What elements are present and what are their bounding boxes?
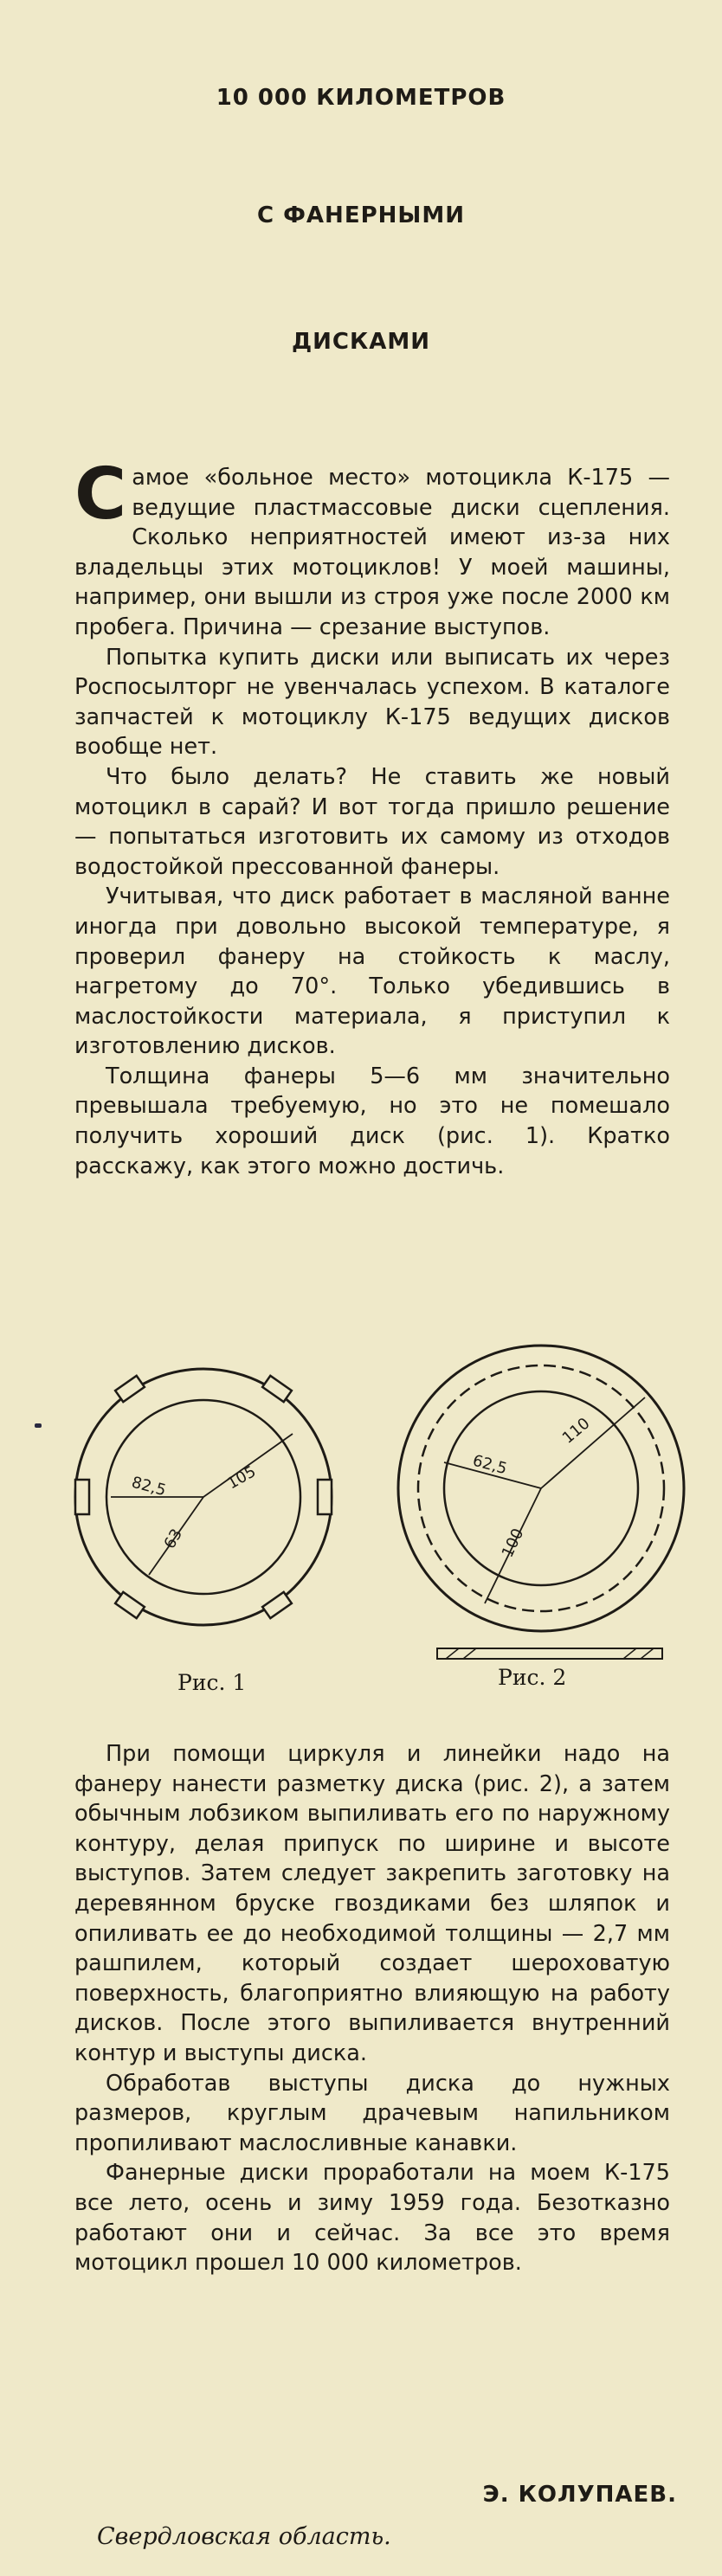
print-speck bbox=[35, 1423, 42, 1428]
article-intro bbox=[74, 453, 670, 1181]
paragraph-7: Обработав выступы диска до нужных размеров, круглым драчевым напильником пропиливают маслосливные канавки. bbox=[74, 2070, 670, 2156]
figures-drawing bbox=[52, 1337, 710, 1666]
fig2-dim-a: 110 bbox=[558, 1414, 594, 1448]
paragraph-5: Толщина фанеры 5—6 мм значительно превышала требуемую, но это не помешало получить хороший диск (рис. 1). Кратко расскажу, как этого можно достичь. bbox=[74, 1063, 670, 1179]
figure-2-caption: Рис. 2 bbox=[498, 1665, 567, 1690]
paragraph-1 bbox=[74, 453, 670, 643]
figure-1-disk bbox=[75, 1369, 332, 1625]
author-signature: Э. КОЛУПАЕВ. bbox=[482, 2482, 677, 2508]
fig2-dim-c: 100 bbox=[498, 1526, 528, 1561]
figures bbox=[52, 1337, 710, 1666]
headline-line-3: ДИСКАМИ bbox=[291, 329, 430, 355]
figure-1-caption: Рис. 1 bbox=[177, 1670, 247, 1695]
fig2-dim-b: 62,5 bbox=[470, 1451, 509, 1479]
paragraph-4: Учитывая, что диск работает в масляной ванне иногда при довольно высокой температуре, я проверил фанеру на стойкость к маслу, нагретому до 70°. Только убедившись в маслостойкости материала, я приступил к изготовлению дисков. bbox=[74, 883, 670, 1060]
headline-line-2: С ФАНЕРНЫМИ bbox=[257, 202, 465, 228]
fig1-dim-b: 82,5 bbox=[129, 1473, 168, 1500]
drop-cap: С bbox=[74, 453, 127, 536]
paragraph-8: Фанерные диски проработали на моем К-175 все лето, осень и зиму 1959 года. Безотказно работают они и сейчас. За все это время мотоцикл прошел 10 000 километров. bbox=[74, 2160, 670, 2277]
paragraph-6: При помощи циркуля и линейки надо на фанеру нанести разметку диска (рис. 2), а затем обычным лобзиком выпиливать его по наружному контуру, делая припуск по ширине и высоте выступов. Затем следует закрепить заготовку на деревянном бруске гвоздиками без шляпок и опиливать ее до необходимой толщины — 2,7 мм рашпилем, который создает шероховатую поверхность, благоприятно влияющую на работу дисков. После этого выпиливается внутренний контур и выступы диска. bbox=[74, 1741, 670, 2066]
headline-line-1: 10 000 КИЛОМЕТРОВ bbox=[216, 85, 506, 111]
author-region: Свердловская область. bbox=[97, 2523, 391, 2550]
figure-2-layout bbox=[398, 1346, 684, 1659]
paragraph-3: Что было делать? Не ставить же новый мотоцикл в сарай? И вот тогда пришло решение — попытаться изготовить их самому из отходов водостойкой прессованной фанеры. bbox=[74, 763, 670, 880]
article-body-2 bbox=[74, 1739, 670, 2278]
paragraph-2: Попытка купить диски или выписать их через Роспосылторг не увенчалась успехом. В каталоге запчастей к мотоциклу К-175 ведущих дисков вообще нет. bbox=[74, 644, 670, 761]
fig1-dim-a: 105 bbox=[224, 1462, 260, 1494]
paragraph-1-text: амое «больное место» мотоцикла К-175 — ведущие пластмассовые диски сцепления. Сколько неприятностей имеют из-за них владельцы этих мотоциклов! У моей машины, например, они вышли из строя уже после 2000 км пробега. Причина — срезание выступов. bbox=[74, 465, 670, 640]
fig1-dim-c: 63 bbox=[160, 1526, 187, 1552]
